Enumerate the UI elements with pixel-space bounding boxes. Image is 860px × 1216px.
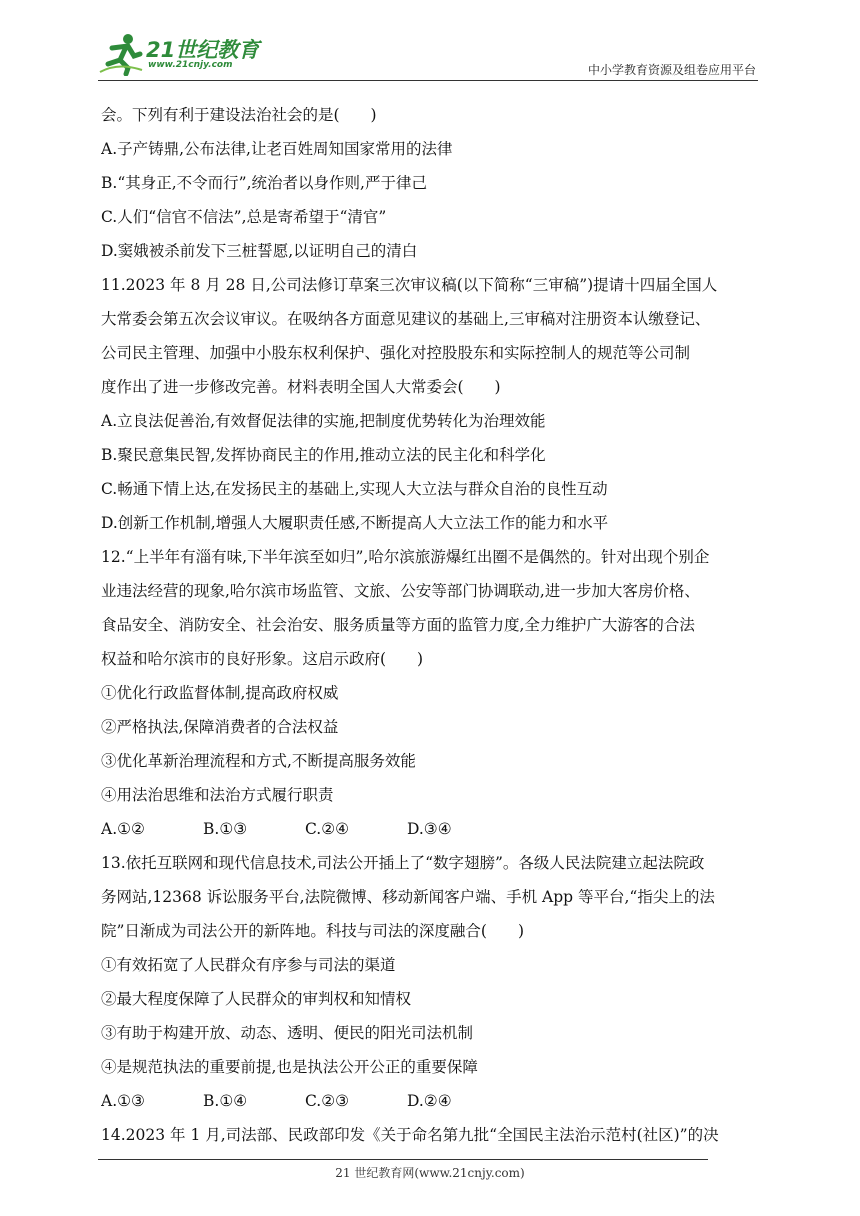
text-line: 会。下列有利于建设法治社会的是( )	[101, 106, 377, 124]
header-platform-text: 中小学教育资源及组卷应用平台	[587, 63, 756, 77]
text-line: 公司民主管理、加强中小股东权利保护、强化对控股股东和实际控制人的规范等公司制	[101, 344, 691, 362]
question-11-line: 11.2023 年 8 月 28 日,公司法修订草案三次审议稿(以下简称“三审稿”)提请十四届全国人	[101, 276, 718, 294]
option-line: D.创新工作机制,增强人大履职责任感,不断提高人大立法工作的能力和水平	[101, 514, 609, 532]
logo	[98, 32, 268, 76]
q12-option-d: D.③④	[407, 820, 452, 838]
option-line: B.聚民意集民智,发挥协商民主的作用,推动立法的民主化和科学化	[101, 446, 546, 464]
q12-option-a: A.①②	[101, 820, 145, 838]
q13-option-a: A.①③	[101, 1092, 145, 1110]
text-line: 权益和哈尔滨市的良好形象。这启示政府( )	[101, 650, 424, 668]
text-line: 度作出了进一步修改完善。材料表明全国人大常委会( )	[101, 378, 501, 396]
q12-options	[101, 812, 761, 846]
question-14-line: 14.2023 年 1 月,司法部、民政部印发《关于命名第九批“全国民主法治示范村(社区)”的决	[101, 1126, 719, 1144]
footer-divider	[98, 1159, 708, 1160]
text-line: 业违法经营的现象,哈尔滨市场监管、文旅、公安等部门协调联动,进一步加大客房价格、	[101, 582, 700, 600]
q12-option-c: C.②④	[305, 820, 350, 838]
question-12-line: 12.“上半年有淄有味,下半年滨至如归”,哈尔滨旅游爆红出圈不是偶然的。针对出现个别企	[101, 548, 710, 566]
q13-option-d: D.②④	[407, 1092, 452, 1110]
logo-url: www.21cnjy.com	[148, 60, 233, 70]
logo-text: 21世纪教育	[146, 38, 260, 62]
statement-line: ③优化革新治理流程和方式,不断提高服务效能	[101, 752, 416, 770]
option-line: D.窦娥被杀前发下三桩誓愿,以证明自己的清白	[101, 242, 418, 260]
text-line: 务网站,12368 诉讼服务平台,法院微博、移动新闻客户端、手机 App 等平台,“指尖上的法	[101, 888, 715, 906]
option-line: C.人们“信官不信法”,总是寄希望于“清官”	[101, 208, 387, 226]
option-line: A.立良法促善治,有效督促法律的实施,把制度优势转化为治理效能	[101, 412, 546, 430]
q12-option-b: B.①③	[203, 820, 248, 838]
page-footer: 21 世纪教育网(www.21cnjy.com)	[335, 1166, 525, 1180]
option-line: B.“其身正,不令而行”,统治者以身作则,严于律己	[101, 174, 427, 192]
q13-option-c: C.②③	[305, 1092, 350, 1110]
statement-line: ④用法治思维和法治方式履行职责	[101, 786, 334, 804]
runner-logo-icon	[98, 32, 144, 76]
statement-line: ②最大程度保障了人民群众的审判权和知情权	[101, 990, 412, 1008]
q13-options	[101, 1084, 761, 1118]
q13-option-b: B.①④	[203, 1092, 248, 1110]
statement-line: ①有效拓宽了人民群众有序参与司法的渠道	[101, 956, 396, 974]
option-line: A.子产铸鼎,公布法律,让老百姓周知国家常用的法律	[101, 140, 453, 158]
statement-line: ③有助于构建开放、动态、透明、便民的阳光司法机制	[101, 1024, 474, 1042]
question-13-line: 13.依托互联网和现代信息技术,司法公开插上了“数字翅膀”。各级人民法院建立起法院政	[101, 854, 705, 872]
statement-line: ①优化行政监督体制,提高政府权威	[101, 684, 339, 702]
document-body	[101, 98, 761, 1152]
text-line: 食品安全、消防安全、社会治安、服务质量等方面的监管力度,全力维护广大游客的合法	[101, 616, 695, 634]
text-line: 院”日渐成为司法公开的新阵地。科技与司法的深度融合( )	[101, 922, 525, 940]
page-header	[98, 30, 758, 81]
statement-line: ②严格执法,保障消费者的合法权益	[101, 718, 339, 736]
statement-line: ④是规范执法的重要前提,也是执法公开公正的重要保障	[101, 1058, 478, 1076]
text-line: 大常委会第五次会议审议。在吸纳各方面意见建议的基础上,三审稿对注册资本认缴登记、	[101, 310, 711, 328]
option-line: C.畅通下情上达,在发扬民主的基础上,实现人大立法与群众自治的良性互动	[101, 480, 608, 498]
